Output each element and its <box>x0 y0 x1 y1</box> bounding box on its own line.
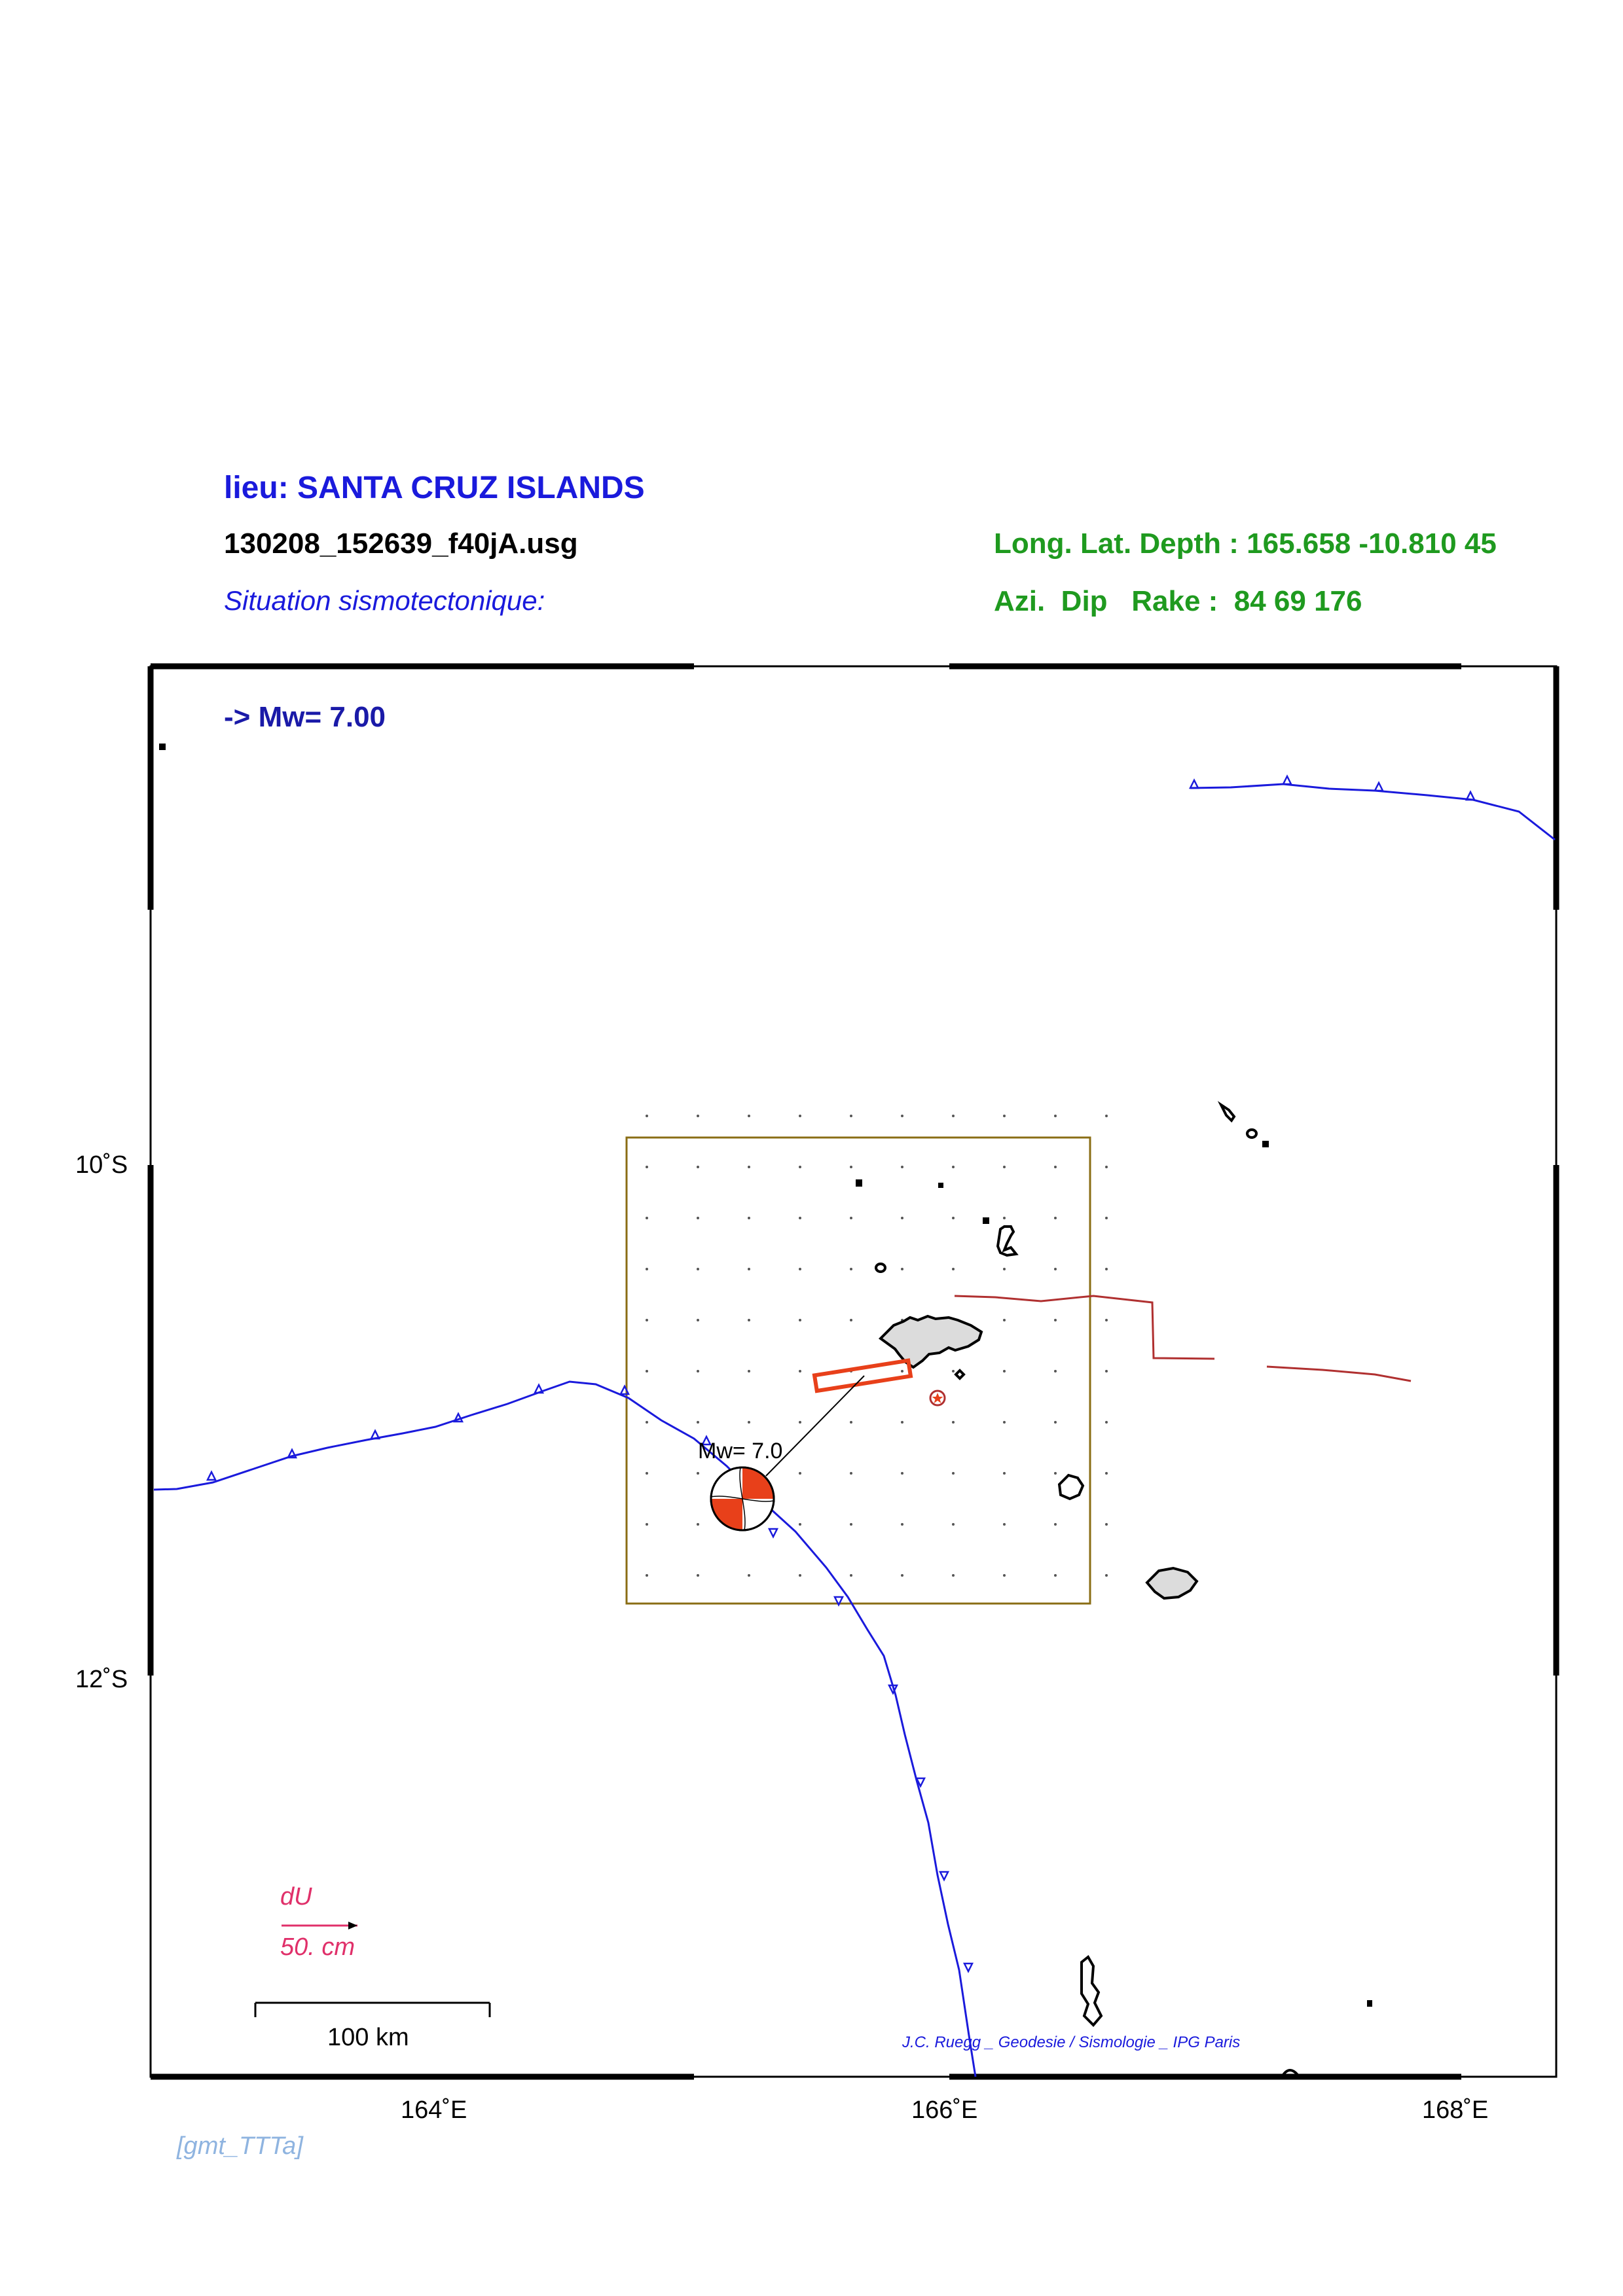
grid-point <box>1054 1472 1057 1475</box>
grid-point <box>901 1574 903 1577</box>
grid-point <box>1003 1574 1006 1577</box>
grid-point <box>748 1370 750 1372</box>
mechanism-readout: Azi. Dip Rake : 84 69 176 <box>994 585 1362 617</box>
grid-point <box>1054 1370 1057 1372</box>
grid-point <box>799 1115 801 1117</box>
grid-point <box>901 1370 903 1372</box>
trench-west-teeth <box>208 1385 972 1971</box>
displacement-legend <box>280 1883 357 1961</box>
grid-point <box>901 1217 903 1219</box>
grid-point <box>1105 1166 1108 1168</box>
grid-point <box>952 1268 955 1270</box>
grid-point <box>1105 1472 1108 1475</box>
grid-point <box>697 1574 699 1577</box>
lat-label-10s: 10˚S <box>75 1151 128 1179</box>
ridge-segment-1 <box>955 1296 1214 1359</box>
lon-label-166e: 166˚E <box>911 2096 978 2124</box>
grid-point <box>1003 1268 1006 1270</box>
grid-point <box>1054 1574 1057 1577</box>
grid-point <box>1054 1421 1057 1424</box>
grid-point <box>1003 1421 1006 1424</box>
grid-point <box>748 1268 750 1270</box>
grid-point <box>952 1472 955 1475</box>
event-filename: 130208_152639_f40jA.usg <box>224 528 578 560</box>
grid-point <box>1105 1370 1108 1372</box>
grid-point <box>697 1523 699 1526</box>
grid-point <box>850 1319 852 1321</box>
grid-point <box>850 1523 852 1526</box>
model-box <box>627 1138 1090 1604</box>
trench-west <box>154 1382 976 2077</box>
islands <box>881 1316 1197 2025</box>
grid-point <box>901 1268 903 1270</box>
grid-point <box>799 1217 801 1219</box>
grid-point <box>1003 1319 1006 1321</box>
legend-vector-scale: 50. cm <box>280 1933 356 1961</box>
grid-point <box>697 1370 699 1372</box>
grid-point <box>646 1370 648 1372</box>
grid-point <box>748 1115 750 1117</box>
grid-point <box>952 1217 955 1219</box>
grid-point <box>1003 1217 1006 1219</box>
grid-point <box>1105 1319 1108 1321</box>
grid-point <box>850 1472 852 1475</box>
grid-point <box>646 1421 648 1424</box>
grid-point <box>697 1472 699 1475</box>
grid-point <box>901 1472 903 1475</box>
grid-point <box>799 1523 801 1526</box>
grid-point <box>697 1268 699 1270</box>
grid-point <box>799 1319 801 1321</box>
grid-point <box>952 1370 955 1372</box>
grid-point <box>1105 1574 1108 1577</box>
grid-point <box>697 1166 699 1168</box>
grid-point <box>850 1574 852 1577</box>
grid-point <box>646 1217 648 1219</box>
grid-point <box>799 1472 801 1475</box>
grid-point <box>646 1268 648 1270</box>
grid-point <box>850 1115 852 1117</box>
gmt-tag: [gmt_TTTa] <box>177 2132 303 2160</box>
lat-label-12s: 12˚S <box>75 1666 128 1693</box>
scale-bar-label: 100 km <box>327 2024 409 2051</box>
grid-point <box>901 1115 903 1117</box>
grid-point <box>850 1421 852 1424</box>
situation-label: Situation sismotectonique: <box>224 585 545 616</box>
grid-point <box>748 1166 750 1168</box>
grid-point <box>1003 1523 1006 1526</box>
grid-point <box>799 1421 801 1424</box>
grid-point <box>799 1574 801 1577</box>
grid-point <box>1105 1268 1108 1270</box>
beachball-label: Mw= 7.0 <box>698 1439 783 1463</box>
grid-point <box>697 1217 699 1219</box>
grid-point <box>1054 1166 1057 1168</box>
islets <box>160 745 1371 2005</box>
scale-bar <box>255 2003 490 2017</box>
island-southeast <box>1147 1568 1197 1598</box>
credit-text: J.C. Ruegg _ Geodesie / Sismologie _ IPG Paris <box>902 2034 1241 2051</box>
grid-point <box>901 1166 903 1168</box>
grid-point <box>952 1574 955 1577</box>
grid-point <box>901 1523 903 1526</box>
grid-point <box>799 1370 801 1372</box>
grid-point <box>646 1319 648 1321</box>
grid-point <box>697 1421 699 1424</box>
magnitude-label: -> Mw= 7.00 <box>224 701 386 733</box>
grid-point <box>1105 1523 1108 1526</box>
legend-vector-name: dU <box>280 1883 312 1910</box>
grid-point <box>1054 1268 1057 1270</box>
island-east <box>1059 1475 1083 1499</box>
trench-northeast <box>1190 784 1555 840</box>
grid-point <box>1003 1115 1006 1117</box>
legend-arrowhead <box>348 1922 357 1929</box>
grid-point <box>850 1268 852 1270</box>
grid-point <box>646 1574 648 1577</box>
grid-point <box>952 1115 955 1117</box>
santa-cruz-island <box>881 1316 981 1367</box>
grid-point <box>1054 1523 1057 1526</box>
grid-point <box>1105 1115 1108 1117</box>
grid-point <box>1003 1370 1006 1372</box>
grid-point <box>646 1115 648 1117</box>
grid-point <box>952 1166 955 1168</box>
focal-mechanism-beachball <box>711 1467 774 1530</box>
grid-point <box>1003 1166 1006 1168</box>
grid-point <box>799 1166 801 1168</box>
grid-point <box>697 1115 699 1117</box>
grid-point <box>1054 1319 1057 1321</box>
grid-point <box>850 1217 852 1219</box>
lon-label-168e: 168˚E <box>1422 2096 1489 2124</box>
island-south <box>1082 1957 1101 2025</box>
ridge-segment-2 <box>1267 1367 1411 1381</box>
grid-point <box>697 1319 699 1321</box>
grid-point <box>748 1217 750 1219</box>
grid-point <box>748 1574 750 1577</box>
grid-point <box>1105 1217 1108 1219</box>
epicenter-marker <box>930 1391 945 1405</box>
grid-point <box>646 1523 648 1526</box>
grid-point <box>646 1472 648 1475</box>
lon-label-164e: 164˚E <box>401 2096 467 2124</box>
grid-point <box>1054 1115 1057 1117</box>
grid-point <box>901 1421 903 1424</box>
grid-point <box>1105 1421 1108 1424</box>
grid-point <box>748 1421 750 1424</box>
fault-plane <box>814 1361 911 1391</box>
grid-point <box>850 1166 852 1168</box>
grid-point <box>646 1166 648 1168</box>
location-title: lieu: SANTA CRUZ ISLANDS <box>224 471 645 505</box>
grid-point <box>799 1268 801 1270</box>
coordinates-readout: Long. Lat. Depth : 165.658 -10.810 45 <box>994 528 1497 560</box>
grid-point <box>1054 1217 1057 1219</box>
grid-point <box>952 1523 955 1526</box>
grid-point <box>748 1319 750 1321</box>
grid-point <box>1003 1472 1006 1475</box>
grid-point <box>952 1421 955 1424</box>
